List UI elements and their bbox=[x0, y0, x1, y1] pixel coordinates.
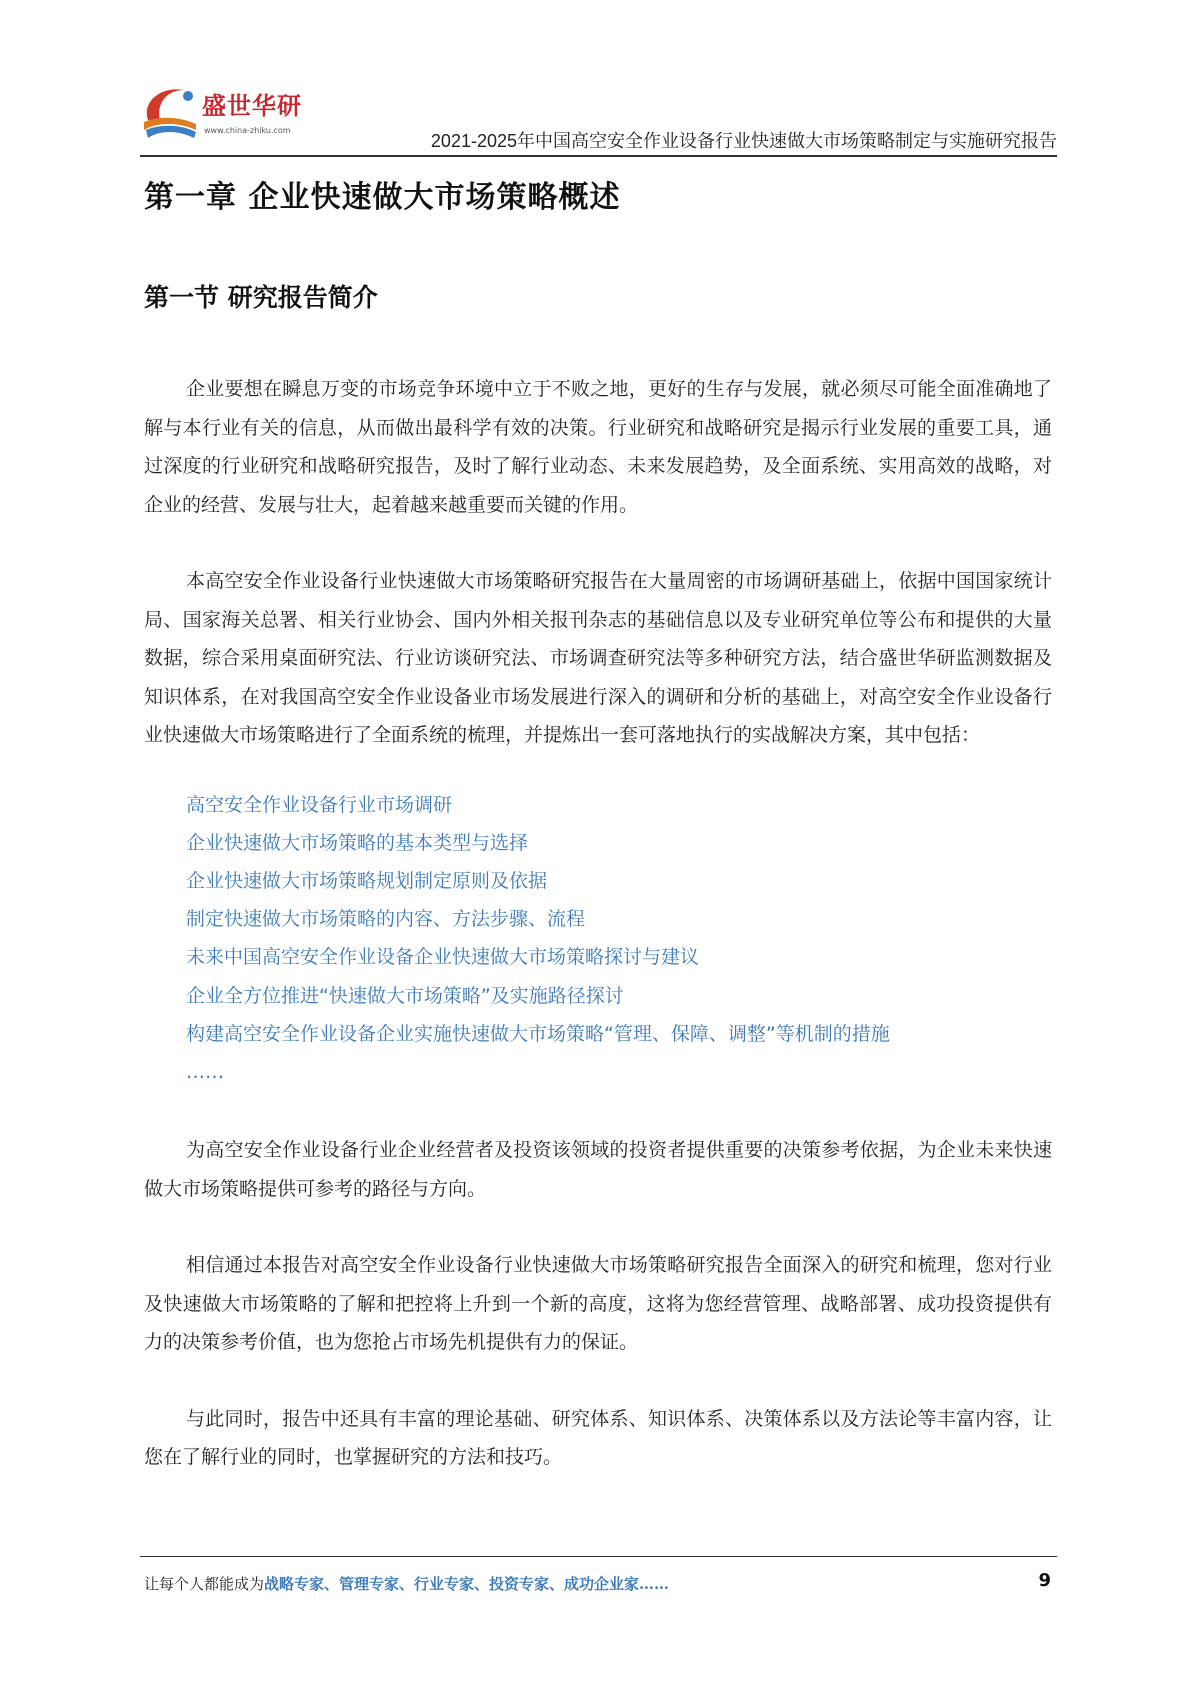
footer-highlight: 战略专家、管理专家、行业专家、投资专家、成功企业家…… bbox=[264, 1575, 670, 1593]
contents-list bbox=[144, 786, 1052, 1092]
footer-slogan bbox=[144, 1573, 669, 1594]
list-item[interactable]: 未来中国高空安全作业设备企业快速做大市场策略探讨与建议 bbox=[186, 946, 700, 969]
paragraph-value: 相信通过本报告对高空安全作业设备行业快速做大市场策略研究报告全面深入的研究和梳理，您对行业及快速做大市场策略的了解和把控将上升到一个新的高度，这将为您经营管理、战略部署、成功投资提供有力的决策参考价值，也为您抢占市场先机提供有力的保证。 bbox=[144, 1254, 1052, 1354]
paragraph-methodology: 本高空安全作业设备行业快速做大市场策略研究报告在大量周密的市场调研基础上，依据中国国家统计局、国家海关总署、相关行业协会、国内外相关报刊杂志的基础信息以及专业研究单位等公布和提供的大量数据，综合采用桌面研究法、行业访谈研究法、市场调查研究法等多种研究方法，结合盛世华研监测数据及知识体系，在对我国高空安全作业设备业市场发展进行深入的调研和分析的基础上，对高空安全作业设备行业快速做大市场策略进行了全面系统的梳理，并提炼出一套可落地执行的实战解决方案，其中包括： bbox=[144, 570, 1052, 746]
paragraph-purpose: 为高空安全作业设备行业企业经营者及投资该领域的投资者提供重要的决策参考依据，为企业未来快速做大市场策略提供可参考的路径与方向。 bbox=[144, 1139, 1052, 1200]
page-content bbox=[144, 370, 1052, 1477]
list-item[interactable]: 企业快速做大市场策略规划制定原则及依据 bbox=[186, 869, 548, 892]
company-logo bbox=[138, 80, 308, 146]
logo-name: 盛世华研 bbox=[202, 92, 302, 120]
list-item[interactable]: 制定快速做大市场策略的内容、方法步骤、流程 bbox=[186, 908, 586, 931]
page-number: 9 bbox=[1038, 1570, 1051, 1591]
list-item-ellipsis: …… bbox=[186, 1060, 224, 1083]
list-item[interactable]: 企业全方位推进“快速做大市场策略”及实施路径探讨 bbox=[186, 984, 624, 1007]
footer-divider bbox=[140, 1556, 1057, 1557]
header-divider bbox=[140, 155, 1057, 157]
list-item[interactable]: 企业快速做大市场策略的基本类型与选择 bbox=[186, 831, 529, 854]
list-item[interactable]: 构建高空安全作业设备企业实施快速做大市场策略“管理、保障、调整”等机制的措施 bbox=[186, 1022, 890, 1045]
logo-url: www.china-zhiku.com bbox=[204, 126, 291, 135]
paragraph-intro: 企业要想在瞬息万变的市场竞争环境中立于不败之地，更好的生存与发展，就必须尽可能全面准确地了解与本行业有关的信息，从而做出最科学有效的决策。行业研究和战略研究是揭示行业发展的重要工具，通过深度的行业研究和战略研究报告，及时了解行业动态、未来发展趋势，及全面系统、实用高效的战略，对企业的经营、发展与壮大，起着越来越重要而关键的作用。 bbox=[144, 378, 1052, 516]
section-title: 第一节 研究报告简介 bbox=[144, 283, 378, 312]
chapter-title: 第一章 企业快速做大市场策略概述 bbox=[144, 180, 621, 215]
logo-emblem-icon bbox=[138, 80, 202, 142]
list-item[interactable]: 高空安全作业设备行业市场调研 bbox=[186, 793, 453, 816]
paragraph-methods: 与此同时，报告中还具有丰富的理论基础、研究体系、知识体系、决策体系以及方法论等丰富内容，让您在了解行业的同时，也掌握研究的方法和技巧。 bbox=[144, 1407, 1052, 1469]
footer-prefix: 让每个人都能成为 bbox=[144, 1575, 265, 1593]
report-title: 2021-2025年中国高空安全作业设备行业快速做大市场策略制定与实施研究报告 bbox=[430, 131, 1057, 151]
